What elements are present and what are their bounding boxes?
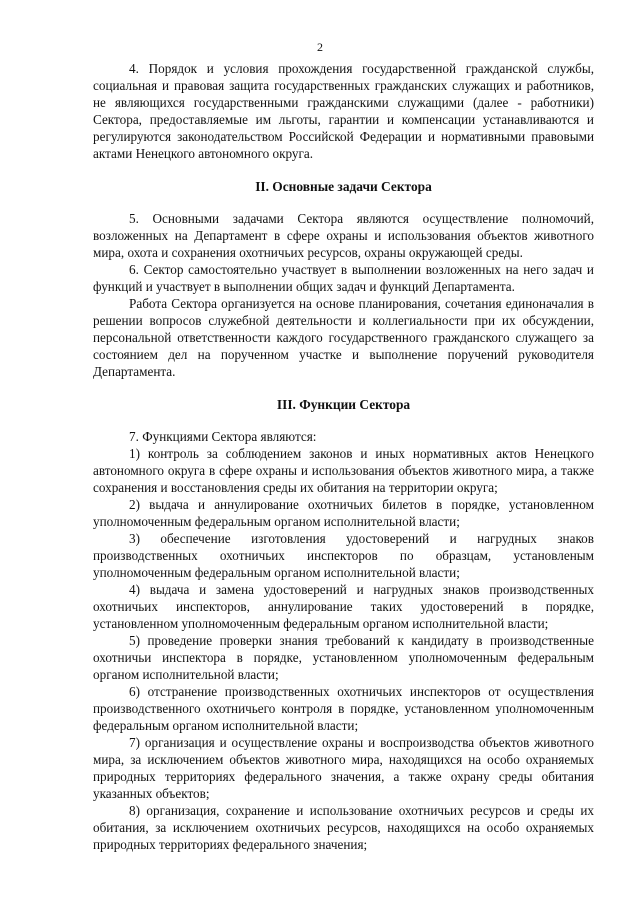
paragraph-7-intro: 7. Функциями Сектора являются: <box>129 429 317 444</box>
section-3-title: III. Функции Сектора <box>276 397 411 412</box>
page-number: 2 <box>317 40 323 54</box>
section-2-title: II. Основные задачи Сектора <box>255 179 432 194</box>
paragraph-6: 6. Сектор самостоятельно участвует в выполнении возложенных на него задач и функций и участвует в выполнении общих задач и функций Департамента. <box>93 262 594 294</box>
paragraph-4: 4. Порядок и условия прохождения государственной гражданской службы, социальная и правовая защита государственных гражданских служащих и работников, не являющихся государственными гражданскими служащими (далее - работники) Сектора, предоставляемые им льготы, гарантии и компенсации устанавливаются и регулируются законодательством Российской Федерации и нормативными правовыми актами Ненецкого автономного округа. <box>93 61 594 161</box>
document-body <box>93 60 594 853</box>
function-item-7: 7) организация и осуществление охраны и воспроизводства объектов животного мира, за исключением объектов животного мира, находящихся на особо охраняемых природных территориях федерального значения, а также охрану среды обитания указанных объектов; <box>93 735 594 801</box>
function-item-6: 6) отстранение производственных охотничьих инспекторов от осуществления производственного охотничьего контроля в порядке, установленном уполномоченным федеральным органом исполнительной власти; <box>93 684 594 733</box>
function-item-5: 5) проведение проверки знания требований к кандидату в производственные охотничьи инспектора в порядке, установленном уполномоченным федеральным органом исполнительной власти; <box>93 633 594 682</box>
paragraph-5: 5. Основными задачами Сектора являются осуществление полномочий, возложенных на Департамент в сфере охраны и использования объектов животного мира, охота и сохранения охотничьих ресурсов, охраны окружающей среды. <box>93 211 594 260</box>
paragraph-work: Работа Сектора организуется на основе планирования, сочетания единоначалия в решении вопросов служебной деятельности и коллегиальности при их обсуждении, персональной ответственности каждого государственного гражданского служащего за состоянием дел на порученном участке и выполнение поручений руководителя Департамента. <box>93 296 594 379</box>
function-item-1: 1) контроль за соблюдением законов и иных нормативных актов Ненецкого автономного округа в сфере охраны и использования объектов животного мира, а также сохранения и восстановления среды их обитания на территории округа; <box>93 446 594 495</box>
function-item-4: 4) выдача и замена удостоверений и нагрудных знаков производственных охотничьих инспекторов, аннулирование таких удостоверений в порядке, установленном уполномоченным федеральным органом исполнительной власти; <box>93 582 594 631</box>
function-item-2: 2) выдача и аннулирование охотничьих билетов в порядке, установленном уполномоченным федеральным органом исполнительной власти; <box>93 497 594 529</box>
function-item-3: 3) обеспечение изготовления удостоверений и нагрудных знаков производственных охотничьих инспекторов по образцам, установленым уполномоченным федеральным органом исполнительной власти; <box>93 531 594 580</box>
function-item-8: 8) организация, сохранение и использование охотничьих ресурсов и среды их обитания, за исключением охотничьих ресурсов, находящихся на особо охраняемых природных территориях федерального значения; <box>93 803 594 852</box>
